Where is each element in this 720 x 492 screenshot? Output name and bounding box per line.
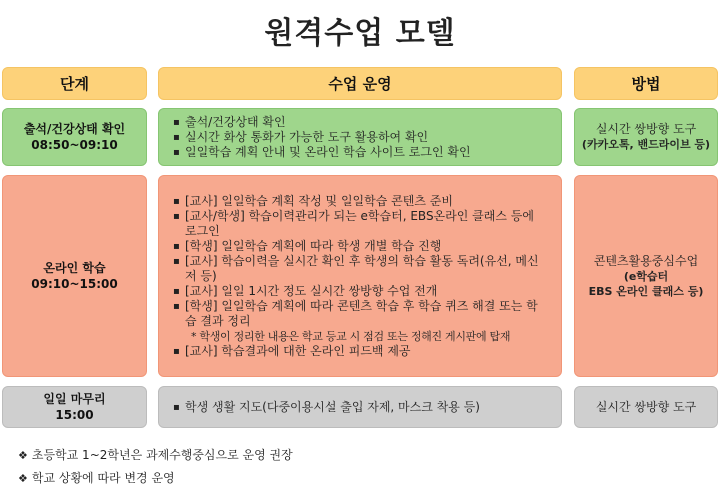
- footnote-text: 초등학교 1~2학년은 과제수행중심으로 운영 권장: [31, 448, 293, 462]
- header-method-label: 방법: [631, 75, 661, 93]
- stage-time: 09:10~15:00: [31, 277, 118, 291]
- header-stage: [2, 67, 147, 100]
- list-item: ▪ [교사] 학습결과에 대한 온라인 피드백 제공: [173, 344, 547, 359]
- method-cell-daily-wrapup: [574, 386, 718, 428]
- list-item: ▪ [학생] 일일학습 계획에 따라 콘텐츠 학습 후 학습 퀴즈 해결 또는 학습 결과 정리: [173, 299, 547, 329]
- stage-name: 일일 마무리: [43, 392, 106, 406]
- header-operation-label: 수업 운영: [328, 75, 392, 93]
- method-line: (e학습터: [623, 269, 669, 283]
- header-method: [574, 67, 718, 100]
- page-title: 원격수업 모델: [264, 16, 456, 51]
- list-note: * 학생이 정리한 내용은 학교 등교 시 점검 또는 정해진 게시판에 탑재: [191, 329, 511, 343]
- method-line: (카카오톡, 밴드라이브 등): [581, 138, 711, 151]
- footnote-1: [18, 446, 293, 463]
- operation-list: [173, 194, 547, 359]
- stage-cell-daily-wrapup: [2, 386, 147, 428]
- method-line: EBS 온라인 클래스 등): [588, 284, 704, 298]
- diamond-bullet-icon: ❖: [18, 472, 28, 485]
- operation-list: [173, 115, 471, 160]
- stage-cell-attendance: [2, 108, 147, 166]
- stage-time: 08:50~09:10: [31, 138, 118, 152]
- stage-time: 15:00: [55, 408, 94, 422]
- list-item: ▪ 일일학습 계획 안내 및 온라인 학습 사이트 로그인 확인: [173, 145, 471, 160]
- operation-cell-attendance: [158, 108, 562, 166]
- list-item: ▪ [교사] 학습이력을 실시간 확인 후 학생의 학습 활동 독려(유선, 메신저 등): [173, 254, 547, 284]
- header-stage-label: 단계: [60, 75, 89, 93]
- list-item: ▪ 실시간 화상 통화가 가능한 도구 활용하여 확인: [173, 130, 471, 145]
- list-item: ▪ [학생] 일일학습 계획에 따라 학생 개별 학습 진행: [173, 239, 547, 254]
- operation-list: [173, 400, 480, 415]
- operation-cell-online-learning: [158, 175, 562, 377]
- list-item: ▪ 출석/건강상태 확인: [173, 115, 471, 130]
- stage-name: 출석/건강상태 확인: [23, 122, 126, 136]
- method-cell-online-learning: [574, 175, 718, 377]
- method-line: 콘텐츠활용중심수업: [593, 253, 699, 268]
- list-item: ▪ [교사] 일일학습 계획 작성 및 일일학습 콘텐츠 준비: [173, 194, 547, 209]
- footnote-2: [18, 469, 175, 486]
- method-cell-attendance: [574, 108, 718, 166]
- header-operation: [158, 67, 562, 100]
- list-item: ▪ [교사/학생] 학습이력관리가 되는 e학습터, EBS온라인 클래스 등에 로그인: [173, 209, 547, 239]
- operation-cell-daily-wrapup: [158, 386, 562, 428]
- footnote-text: 학교 상황에 따라 변경 운영: [31, 471, 175, 485]
- list-item: ▪ [교사] 일일 1시간 정도 실시간 쌍방향 수업 전개: [173, 284, 547, 299]
- stage-name: 온라인 학습: [43, 261, 106, 275]
- list-item: ▪ 학생 생활 지도(다중이용시설 출입 자제, 마스크 착용 등): [173, 400, 480, 415]
- method-line: 실시간 쌍방향 도구: [595, 399, 697, 414]
- stage-cell-online-learning: [2, 175, 147, 377]
- diamond-bullet-icon: ❖: [18, 449, 28, 462]
- method-line: 실시간 쌍방향 도구: [595, 122, 697, 136]
